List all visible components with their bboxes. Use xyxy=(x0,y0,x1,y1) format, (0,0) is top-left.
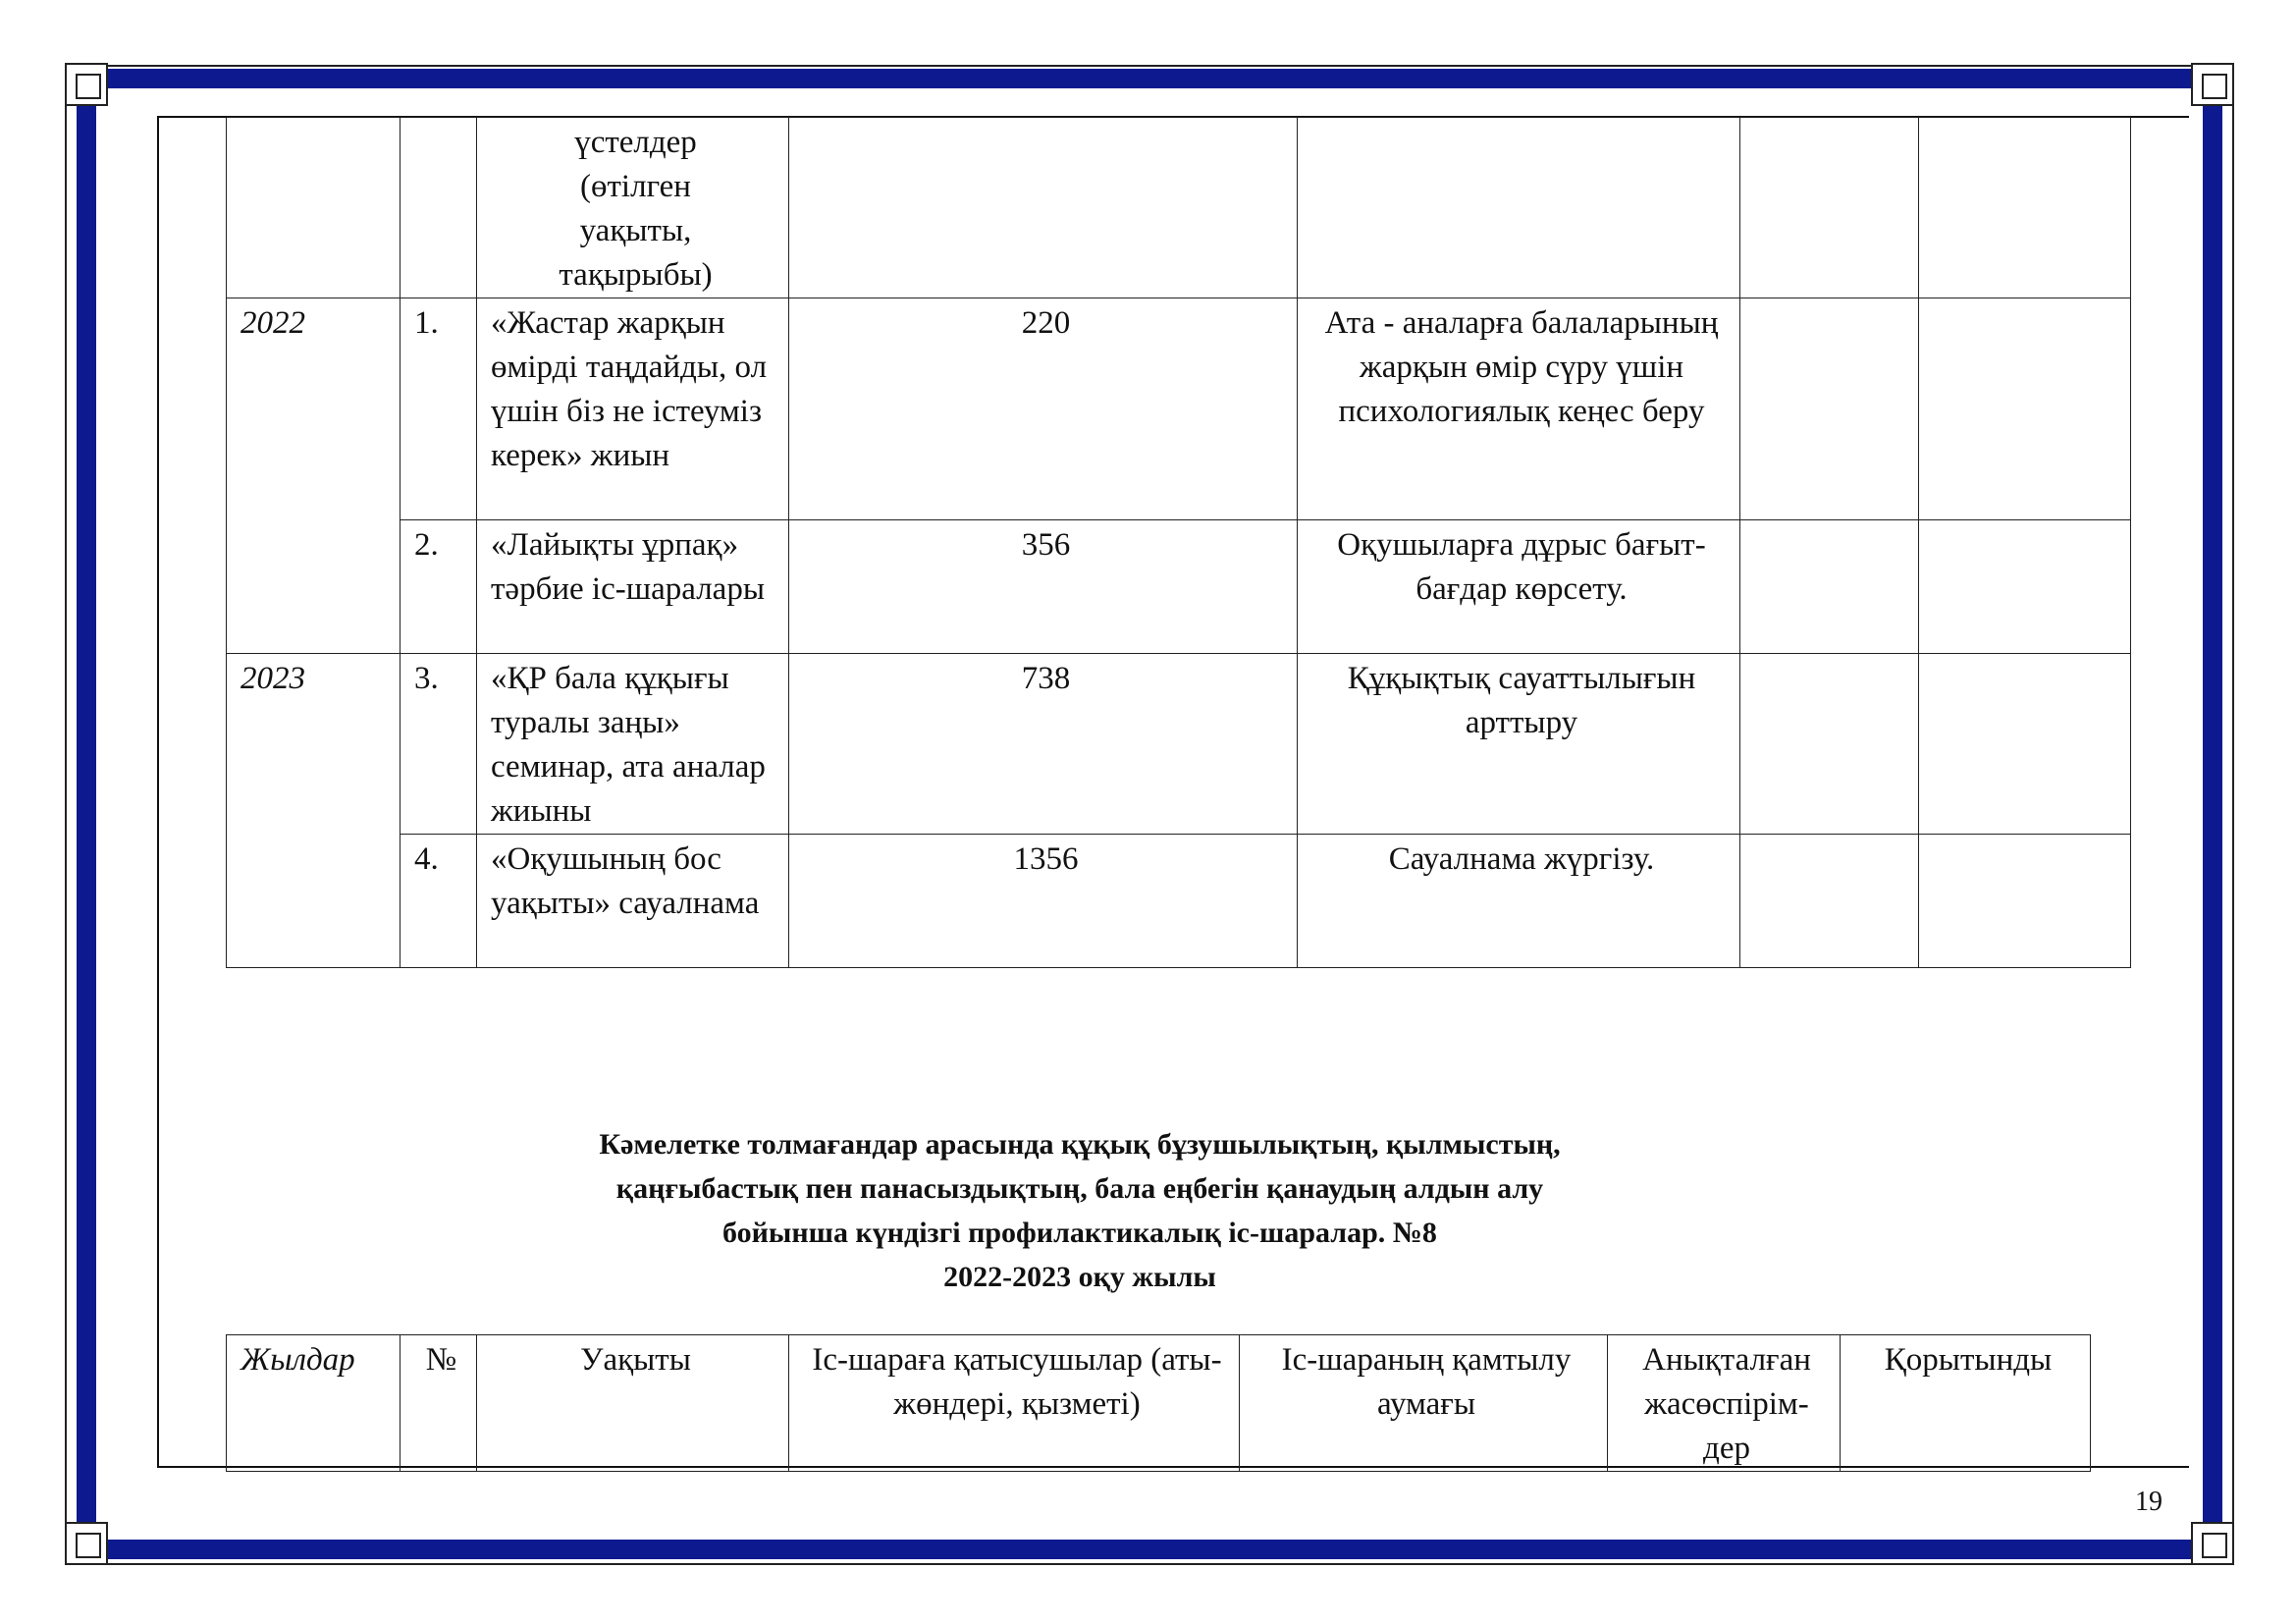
goal-cell: Құқықтық сауаттылығын арттыру xyxy=(1298,654,1740,835)
table-row xyxy=(227,118,2131,298)
frame-band-right xyxy=(2203,77,2222,1554)
column-header-identified: Анықталған жасөспірім-дер xyxy=(1608,1335,1841,1472)
table-row xyxy=(227,298,2131,520)
events-table-continued xyxy=(226,117,2131,968)
empty-cell xyxy=(1740,520,1919,654)
goal-cell: Сауалнама жүргізу. xyxy=(1298,835,1740,968)
event-cell: «Лайықты ұрпақ» тәрбие іс-шаралары xyxy=(477,520,789,654)
column-header-number: № xyxy=(400,1335,477,1472)
column-header-coverage: Іс-шараның қамтылу аумағы xyxy=(1240,1335,1608,1472)
empty-cell xyxy=(1919,654,2131,835)
table-row xyxy=(227,520,2131,654)
count-cell: 738 xyxy=(789,654,1298,835)
count-cell: 356 xyxy=(789,520,1298,654)
frame-band-top xyxy=(98,69,2199,88)
frame-corner-ornament xyxy=(65,63,108,106)
year-cell: 2022 xyxy=(227,298,400,654)
count-cell: 220 xyxy=(789,298,1298,520)
goal-cell: Оқушыларға дұрыс бағыт-бағдар көрсету. xyxy=(1298,520,1740,654)
empty-cell xyxy=(1919,520,2131,654)
table-row xyxy=(227,835,2131,968)
heading-line: қаңғыбастық пен панасыздықтың, бала еңбегін қанаудың алдын алу xyxy=(615,1172,1544,1205)
empty-cell xyxy=(1919,298,2131,520)
events-table-header xyxy=(226,1334,2091,1472)
event-cell: «ҚР бала құқығы туралы заңы» семинар, ата аналар жиыны xyxy=(477,654,789,835)
column-header-time: Уақыты xyxy=(477,1335,789,1472)
page-number: 19 xyxy=(2135,1487,2163,1517)
count-cell: 1356 xyxy=(789,835,1298,968)
frame-band-bottom xyxy=(98,1540,2199,1559)
empty-cell xyxy=(1740,835,1919,968)
year-cell: 2023 xyxy=(227,654,400,968)
heading-line: Кәмелетке толмағандар арасында құқық бұзушылықтың, қылмыстың, xyxy=(599,1128,1561,1161)
frame-outer-top xyxy=(65,65,2234,67)
number-cell: 3. xyxy=(400,654,477,835)
section-heading xyxy=(589,1122,1571,1299)
heading-line: бойынша күндізгі профилактикалық іс-шаралар. №8 xyxy=(722,1217,1437,1249)
event-cell: «Жастар жарқын өмірді таңдайды, ол үшін біз не істеуміз керек» жиын xyxy=(477,298,789,520)
event-cell: үстелдер (өтілген уақыты, тақырыбы) xyxy=(477,118,789,298)
table-row xyxy=(227,654,2131,835)
frame-outer-left xyxy=(65,65,67,1565)
empty-cell xyxy=(1919,118,2131,298)
heading-line: 2022-2023 оқу жылы xyxy=(943,1261,1216,1293)
frame-corner-ornament xyxy=(2191,1522,2234,1565)
empty-cell xyxy=(1740,118,1919,298)
column-header-conclusion: Қорытынды xyxy=(1841,1335,2091,1472)
count-cell xyxy=(789,118,1298,298)
goal-cell xyxy=(1298,118,1740,298)
event-cell: «Оқушының бос уақыты» сауалнама xyxy=(477,835,789,968)
number-cell: 1. xyxy=(400,298,477,520)
number-cell: 4. xyxy=(400,835,477,968)
goal-cell: Ата - аналарға балаларының жарқын өмір сүру үшін психологиялық кеңес беру xyxy=(1298,298,1740,520)
page-rule-left xyxy=(157,116,159,1468)
empty-cell xyxy=(1740,298,1919,520)
column-header-years: Жылдар xyxy=(227,1335,400,1472)
number-cell xyxy=(400,118,477,298)
year-cell xyxy=(227,118,400,298)
empty-cell xyxy=(1919,835,2131,968)
frame-corner-ornament xyxy=(2191,63,2234,106)
number-cell: 2. xyxy=(400,520,477,654)
table-header-row xyxy=(227,1335,2091,1472)
frame-outer-bottom xyxy=(65,1563,2234,1565)
frame-corner-ornament xyxy=(65,1522,108,1565)
frame-band-left xyxy=(77,77,96,1554)
empty-cell xyxy=(1740,654,1919,835)
column-header-participants: Іс-шараға қатысушылар (аты-жөндері, қызметі) xyxy=(789,1335,1240,1472)
frame-outer-right xyxy=(2232,65,2234,1565)
